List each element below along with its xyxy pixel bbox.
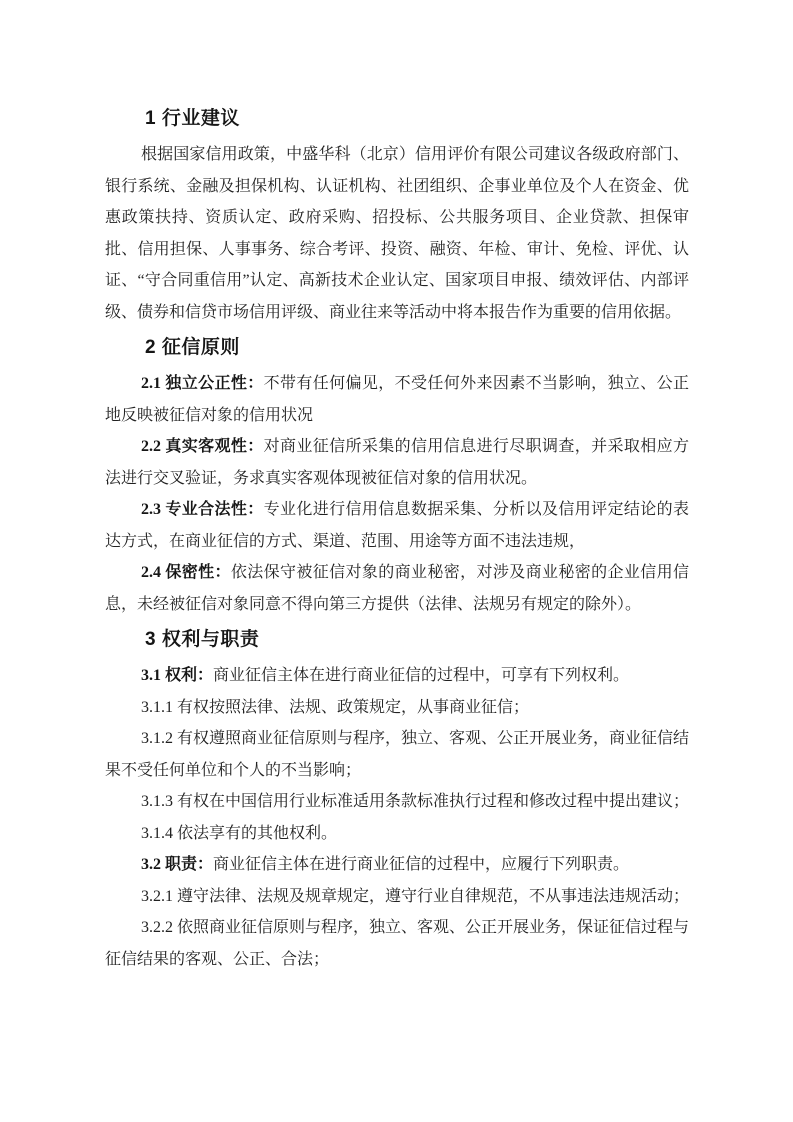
paragraph-text: 对商业征信所采集的信用信息进行尽职调查，并采取相应方法进行交叉验证，务求真实客观体现被征信对象的信用状况。	[105, 438, 689, 487]
paragraph-3-1	[105, 660, 689, 692]
paragraph-3-2-2	[105, 912, 689, 975]
paragraph-3-2	[105, 849, 689, 881]
paragraph-lead: 3.1 权利：	[141, 667, 214, 684]
paragraph-text: 商业征信主体在进行商业征信的过程中，应履行下列职责。	[213, 856, 630, 873]
paragraph-lead: 2.3 专业合法性：	[141, 501, 264, 518]
paragraph-lead: 2.2 真实客观性：	[141, 438, 264, 455]
paragraph-text: 商业征信主体在进行商业征信的过程中，可享有下列权利。	[213, 667, 630, 684]
paragraph-3-2-1	[105, 881, 689, 913]
section-heading-rights-duties: 3 权利与职责	[145, 629, 260, 650]
paragraph-text: 3.2.1 遵守法律、法规及规章规定，遵守行业自律规范，不从事违法违规活动；	[141, 887, 690, 905]
paragraph-2-4	[105, 557, 689, 620]
document-content	[105, 99, 689, 975]
paragraph-lead: 2.1 独立公正性：	[141, 375, 264, 392]
paragraph-lead: 2.4 保密性：	[141, 564, 231, 581]
paragraph-text: 专业化进行信用信息数据采集、分析以及信用评定结论的表达方式，在商业征信的方式、渠道、范围、用途等方面不违法违规，	[105, 501, 689, 550]
paragraph-3-1-2	[105, 723, 689, 786]
paragraph-text: 3.1.3 有权在中国信用行业标准适用条款标准执行过程和修改过程中提出建议；	[141, 793, 690, 810]
paragraph-2-2	[105, 431, 689, 494]
section-heading-industry-advice: 1 行业建议	[145, 108, 240, 129]
paragraph-text: 3.1.2 有权遵照商业征信原则与程序，独立、客观、公正开展业务，商业征信结果不受任何单位和个人的不当影响；	[105, 730, 690, 779]
paragraph-text: 3.1.1 有权按照法律、法规、政策规定，从事商业征信；	[141, 698, 530, 716]
paragraph-text: 3.2.2 依照商业征信原则与程序，独立、客观、公正开展业务，保证征信过程与征信结果的客观、公正、合法；	[105, 919, 690, 968]
paragraph-3-1-4	[105, 818, 689, 850]
paragraph-2-1	[105, 368, 689, 431]
paragraph-industry-advice	[105, 139, 689, 328]
paragraph-text: 不带有任何偏见，不受任何外来因素不当影响，独立、公正地反映被征信对象的信用状况	[105, 375, 689, 424]
paragraph-3-1-3	[105, 786, 689, 818]
paragraph-2-3	[105, 494, 689, 557]
paragraph-text: 根据国家信用政策，中盛华科（北京）信用评价有限公司建议各级政府部门、银行系统、金融及担保机构、认证机构、社团组织、企事业单位及个人在资金、优惠政策扶持、资质认定、政府采购、招投标、公共服务项目、企业贷款、担保审批、信用担保、人事事务、综合考评、投资、融资、年检、审计、免检、评优、认证、“守合同重信用”认定、高新技术企业认定、国家项目申报、绩效评估、内部评级、债券和信贷市场信用评级、商业往来等活动中将本报告作为重要的信用依据。	[105, 146, 689, 321]
paragraph-lead: 3.2 职责：	[141, 856, 214, 873]
section-heading-credit-principles: 2 征信原则	[145, 337, 240, 358]
paragraph-text: 依法保守被征信对象的商业秘密，对涉及商业秘密的企业信用信息，未经被征信对象同意不得向第三方提供（法律、法规另有规定的除外）。	[105, 564, 689, 613]
paragraph-3-1-1	[105, 692, 689, 724]
paragraph-text: 3.1.4 依法享有的其他权利。	[141, 824, 338, 842]
